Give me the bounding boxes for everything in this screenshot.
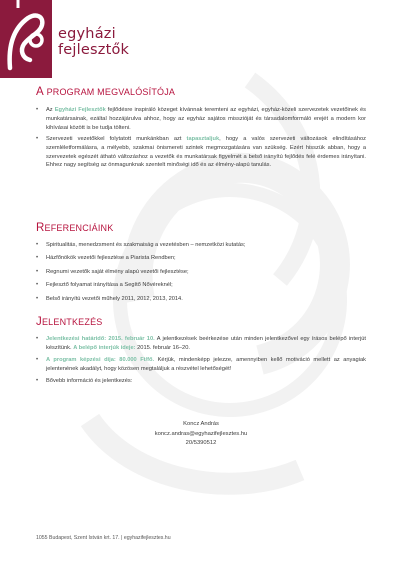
section-heading: REFERENCIÁINK (36, 222, 114, 234)
list-item: • Házfőnökök vezetői fejlesztése a Piarista Rendben; (36, 254, 366, 263)
document-body (36, 86, 367, 446)
list-item: • Spiritualitás, menedzsment és szakmaiság a vezetésben – nemzetközi kutatás; (36, 241, 366, 250)
contact-block (36, 420, 366, 449)
logo-icon (0, 0, 52, 78)
logo-wordmark (58, 26, 129, 58)
section-references (36, 222, 366, 308)
list-item: • Bővebb információ és jelentkezés: (36, 377, 366, 386)
section-list (36, 106, 366, 170)
list-item: • Belső irányítú vezetői műhely 2011, 2012, 2013, 2014. (36, 295, 366, 304)
section-heading: JELENTKEZÉS (36, 316, 103, 328)
contact-email[interactable]: koncz.andras@egyhazifejlesztes.hu (154, 430, 248, 437)
section-registration (36, 316, 366, 389)
list-item: • Fejlesztő folyamat irányítása a Segítő Nővéreknél; (36, 281, 366, 290)
list-item: • Szervezeti vezetőkkel folytatott munkánkban azt tapasztaljuk, hogy a valós szervezeti változások elindításához szemléletformálásra, a mélyebb, szakmai önismereti szintek megmozgatására van szükség. Ezért hisszük abban, hogy a szervezetek egészét átható változáshoz a vezetők és munkatársak figyelmét a belső irányítú fejlődés felé érdemes irányítani. Ehhez nagy segítség az önmagunknak szentelt minőségi idő és az élmény-alapú tanulás. (36, 135, 366, 171)
logo-line1: egyházi (58, 26, 116, 42)
list-item: • Jelentkezési határidő: 2015. február 10. A jelentkezések beérkezése után minden jelentkezővel egy írásos belépő interjút készítünk. A belépő interjúk ideje: 2015. február 16–20. (36, 335, 366, 353)
section-heading: A PROGRAM MEGVALÓSÍTÓJA (36, 86, 176, 98)
section-list (36, 335, 366, 386)
contact-phone: 20/5390512 (185, 440, 217, 446)
section-implementer (36, 86, 366, 170)
list-item: • Az Egyházi Fejlesztők fejlődésre inspiráló közeget kívánnak teremteni az egyházi, egyház-közeli szervezetek vezetőinek és munkatársainak, ezáltal hozzájárulva ahhoz, hogy az egyház sajátos misszióját és társadalomformáló erejét a modern kor kihívásai között is be tudja tölteni. (36, 106, 366, 133)
logo-line2: fejlesztők (58, 42, 130, 58)
page-footer: 1055 Budapest, Szent István krt. 17. | egyhazifejlesztes.hu (36, 535, 171, 541)
list-item: • A program képzési díja: 80.000 Ft/fő. Kérjük, mindenképp jelezze, amennyiben kellő motiváció mellett az anyagiak jelentenének akadályt, hogy közösen megtaláljuk a részvétel lehetőségét! (36, 356, 366, 374)
list-item: • Regnumi vezetők saját élmény alapú vezetői fejlesztése; (36, 268, 366, 277)
section-list (36, 241, 366, 304)
contact-name: Koncz András (183, 421, 219, 427)
